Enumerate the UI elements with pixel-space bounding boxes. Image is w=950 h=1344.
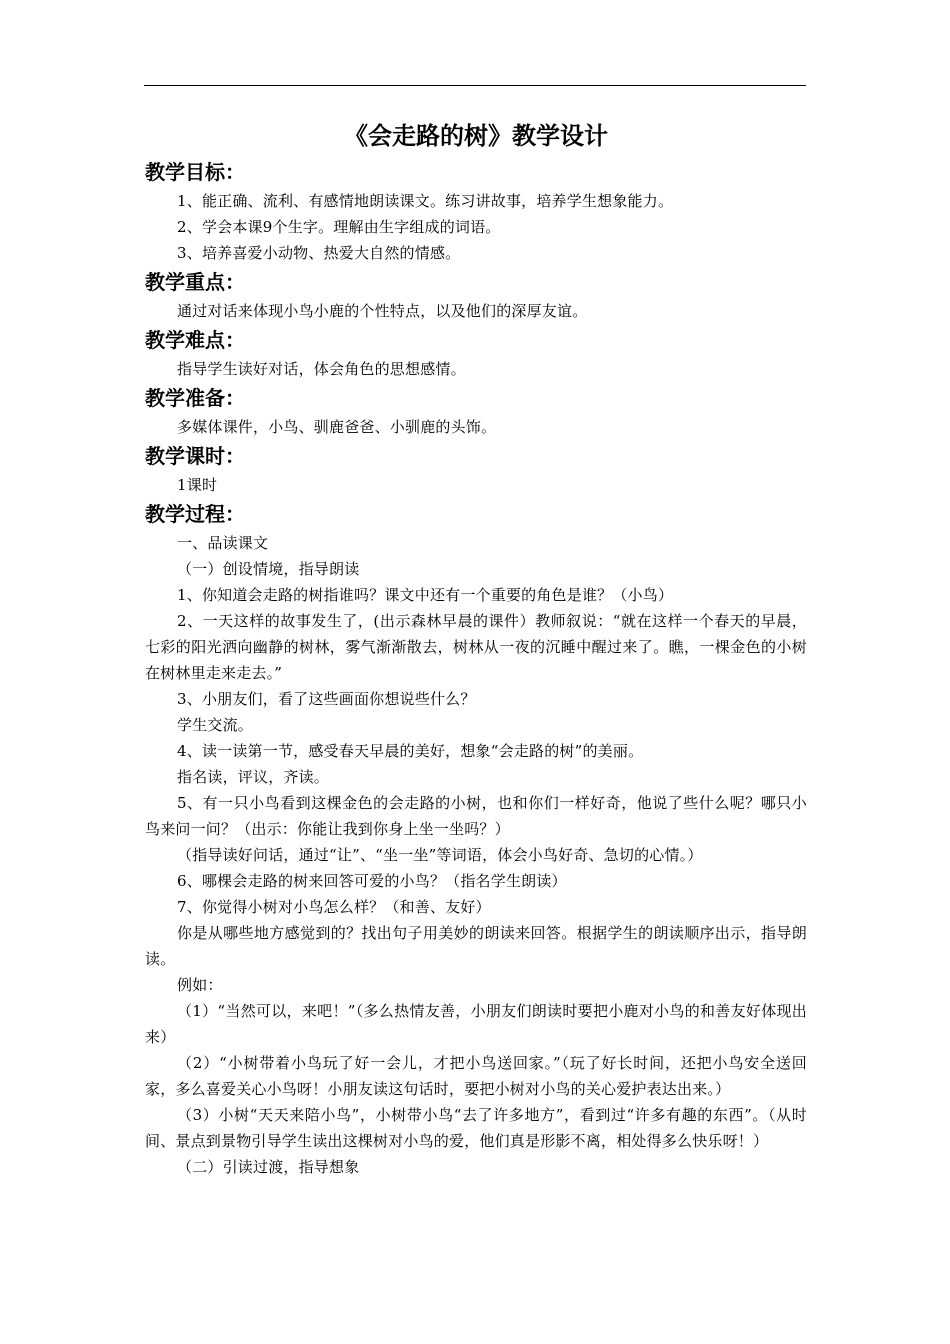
paragraph: 1课时: [177, 476, 218, 494]
document-title: 《会走路的树》教学设计: [344, 122, 608, 150]
section-heading: 教学课时：: [145, 444, 245, 468]
section-heading: 教学准备：: [145, 386, 245, 410]
paragraph: 你是从哪些地方感觉到的？找出句子用美妙的朗读来回答。根据学生的朗读顺序出示，指导朗读。: [145, 924, 807, 968]
paragraph: 3、培养喜爱小动物、热爱大自然的情感。: [177, 244, 461, 262]
paragraph: 1、你知道会走路的树指谁吗？课文中还有一个重要的角色是谁？（小鸟）: [177, 586, 674, 604]
paragraph: 通过对话来体现小鸟小鹿的个性特点，以及他们的深厚友谊。: [177, 302, 588, 320]
section-heading: 教学重点：: [145, 270, 245, 294]
paragraph: 1、能正确、流利、有感情地朗读课文。练习讲故事，培养学生想象能力。: [177, 192, 674, 210]
section-heading: 教学目标：: [145, 160, 245, 184]
section-key-points: [145, 268, 807, 324]
paragraph: 一、品读课文: [177, 534, 269, 552]
paragraph: 多媒体课件，小鸟、驯鹿爸爸、小驯鹿的头饰。: [177, 418, 497, 436]
paragraph: 2、学会本课9个生字。理解由生字组成的词语。: [177, 218, 501, 236]
paragraph: 3、小朋友们，看了这些画面你想说些什么？: [177, 690, 476, 708]
section-preparation: [145, 384, 807, 440]
section-heading: 教学难点：: [145, 328, 245, 352]
paragraph: 6、哪棵会走路的树来回答可爱的小鸟？（指名学生朗读）: [177, 872, 567, 890]
section-class-hours: [145, 442, 807, 498]
paragraph: 4、读一读第一节，感受春天早晨的美好，想象“会走路的树”的美丽。: [177, 742, 644, 760]
section-objectives: [145, 158, 807, 266]
section-process: [145, 500, 807, 1180]
paragraph: 例如：: [177, 976, 223, 994]
paragraph: （2）“小树带着小鸟玩了好一会儿，才把小鸟送回家。”（玩了好长时间，还把小鸟安全送回家，多么喜爱关心小鸟呀！小朋友读这句话时，要把小树对小鸟的关心爱护表达出来。）: [145, 1054, 807, 1098]
paragraph: 5、有一只小鸟看到这棵金色的会走路的小树，也和你们一样好奇，他说了些什么呢？哪只小鸟来问一问？（出示：你能让我到你身上坐一坐吗？）: [145, 794, 807, 838]
paragraph: 2、一天这样的故事发生了，(出示森林早晨的课件）教师叙说：“就在这样一个春天的早晨，七彩的阳光洒向幽静的树林，雾气渐渐散去，树林从一夜的沉睡中醒过来了。瞧，一棵金色的小树在树林里走来走去。”: [145, 612, 807, 682]
paragraph: （一）创设情境，指导朗读: [177, 560, 360, 578]
paragraph: 指导学生读好对话，体会角色的思想感情。: [177, 360, 466, 378]
paragraph: （1）“当然可以，来吧！”（多么热情友善，小朋友们朗读时要把小鹿对小鸟的和善友好体现出来）: [145, 1002, 807, 1046]
paragraph: （指导读好问话，通过“让”、“坐一坐”等词语，体会小鸟好奇、急切的心情。）: [177, 846, 703, 864]
header-rule: [144, 85, 806, 86]
paragraph: （3）小树“天天来陪小鸟”，小树带小鸟“去了许多地方”，看到过“许多有趣的东西”。（从时间、景点到景物引导学生读出这棵树对小鸟的爱，他们真是形影不离，相处得多么快乐呀！）: [145, 1106, 807, 1150]
paragraph: 指名读，评议，齐读。: [177, 768, 330, 786]
section-heading: 教学过程：: [145, 502, 245, 526]
section-difficulties: [145, 326, 807, 382]
paragraph: 学生交流。: [177, 716, 254, 734]
document-body: [145, 118, 807, 1180]
paragraph: （二）引读过渡，指导想象: [177, 1158, 360, 1176]
paragraph: 7、你觉得小树对小鸟怎么样？（和善、友好）: [177, 898, 491, 916]
